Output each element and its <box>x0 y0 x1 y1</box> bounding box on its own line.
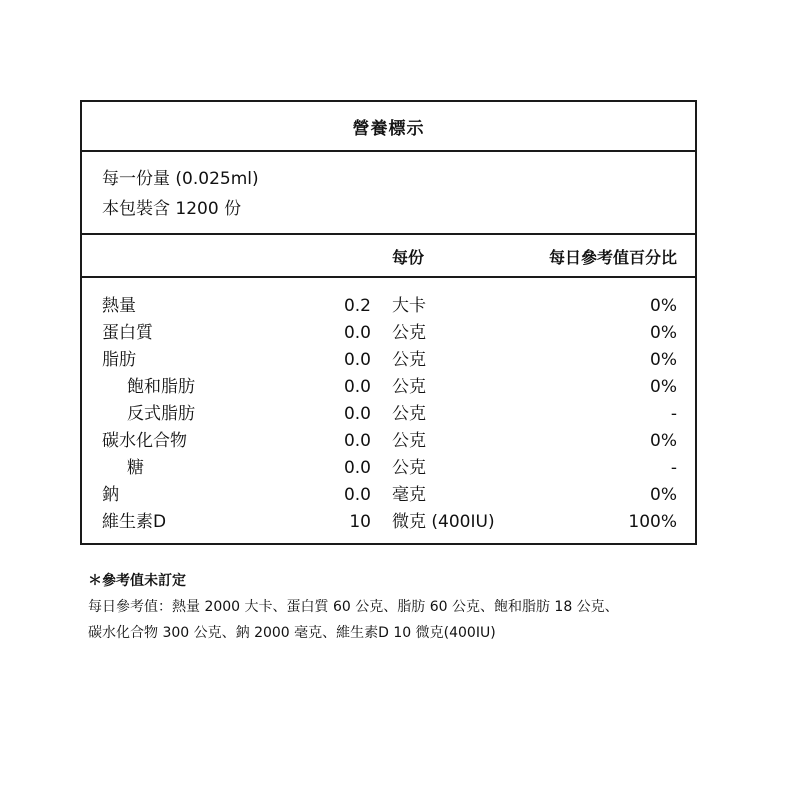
nutrient-name: 脂肪 <box>102 350 136 370</box>
column-header <box>82 235 695 278</box>
nutrient-unit: 公克 <box>392 431 426 451</box>
nutrient-amount: 0.0 <box>343 404 371 424</box>
nutrient-unit: 公克 <box>392 323 426 343</box>
nutrient-name: 碳水化合物 <box>102 431 187 451</box>
nutrient-name: 維生素D <box>102 512 167 532</box>
nutrient-name: 鈉 <box>102 485 119 505</box>
servings-per-package: 本包裝含 1200 份 <box>102 199 242 219</box>
nutrient-amount: 0.0 <box>343 431 371 451</box>
nutrient-amount: 0.0 <box>343 323 371 343</box>
nutrient-row-sugar <box>82 455 695 482</box>
nutrient-row-vitamin-d <box>82 509 695 536</box>
nutrient-daily-value: - <box>670 404 677 424</box>
nutrient-daily-value: 0% <box>650 350 677 370</box>
nutrient-unit: 微克 (400IU) <box>392 512 495 532</box>
nutrient-name: 反式脂肪 <box>127 404 195 424</box>
nutrient-amount: 0.0 <box>343 458 371 478</box>
nutrient-unit: 公克 <box>392 404 426 424</box>
serving-info <box>82 152 695 235</box>
nutrient-daily-value: 100% <box>628 512 677 532</box>
nutrient-row-sodium <box>82 482 695 509</box>
nutrient-row-protein <box>82 320 695 347</box>
nutrient-name: 糖 <box>127 458 144 478</box>
nutrient-rows <box>82 278 695 536</box>
nutrient-amount: 10 <box>349 512 371 532</box>
nutrient-daily-value: 0% <box>650 485 677 505</box>
nutrient-amount: 0.2 <box>343 296 371 316</box>
nutrient-row-trans-fat <box>82 401 695 428</box>
label-title: 營養標示 <box>82 102 695 152</box>
nutrient-amount: 0.0 <box>343 377 371 397</box>
nutrient-amount: 0.0 <box>343 350 371 370</box>
nutrition-label <box>80 100 697 545</box>
nutrient-unit: 毫克 <box>392 485 426 505</box>
header-daily-value: 每日參考值百分比 <box>548 248 677 267</box>
nutrient-unit: 公克 <box>392 377 426 397</box>
nutrient-unit: 大卡 <box>392 296 426 316</box>
nutrient-row-energy <box>82 293 695 320</box>
nutrient-unit: 公克 <box>392 458 426 478</box>
nutrient-name: 蛋白質 <box>102 323 153 343</box>
serving-size: 每一份量 (0.025ml) <box>102 169 259 189</box>
nutrient-row-saturated-fat <box>82 374 695 401</box>
nutrient-row-fat <box>82 347 695 374</box>
header-per-serving: 每份 <box>392 248 425 267</box>
nutrient-row-carbohydrate <box>82 428 695 455</box>
footnote <box>88 568 728 646</box>
nutrient-daily-value: 0% <box>650 377 677 397</box>
nutrient-daily-value: 0% <box>650 296 677 316</box>
nutrient-unit: 公克 <box>392 350 426 370</box>
nutrient-name: 飽和脂肪 <box>127 377 195 397</box>
footnote-title: ＊參考值未訂定 <box>88 573 186 589</box>
nutrient-daily-value: 0% <box>650 431 677 451</box>
nutrient-daily-value: - <box>670 458 677 478</box>
footnote-line-2: 碳水化合物 300 公克、鈉 2000 毫克、維生素D 10 微克(400IU) <box>88 625 496 641</box>
nutrient-daily-value: 0% <box>650 323 677 343</box>
nutrient-name: 熱量 <box>102 296 136 316</box>
footnote-line-1: 每日參考值：熱量 2000 大卡、蛋白質 60 公克、脂肪 60 公克、飽和脂肪 18 公克、 <box>88 599 619 615</box>
nutrient-amount: 0.0 <box>343 485 371 505</box>
